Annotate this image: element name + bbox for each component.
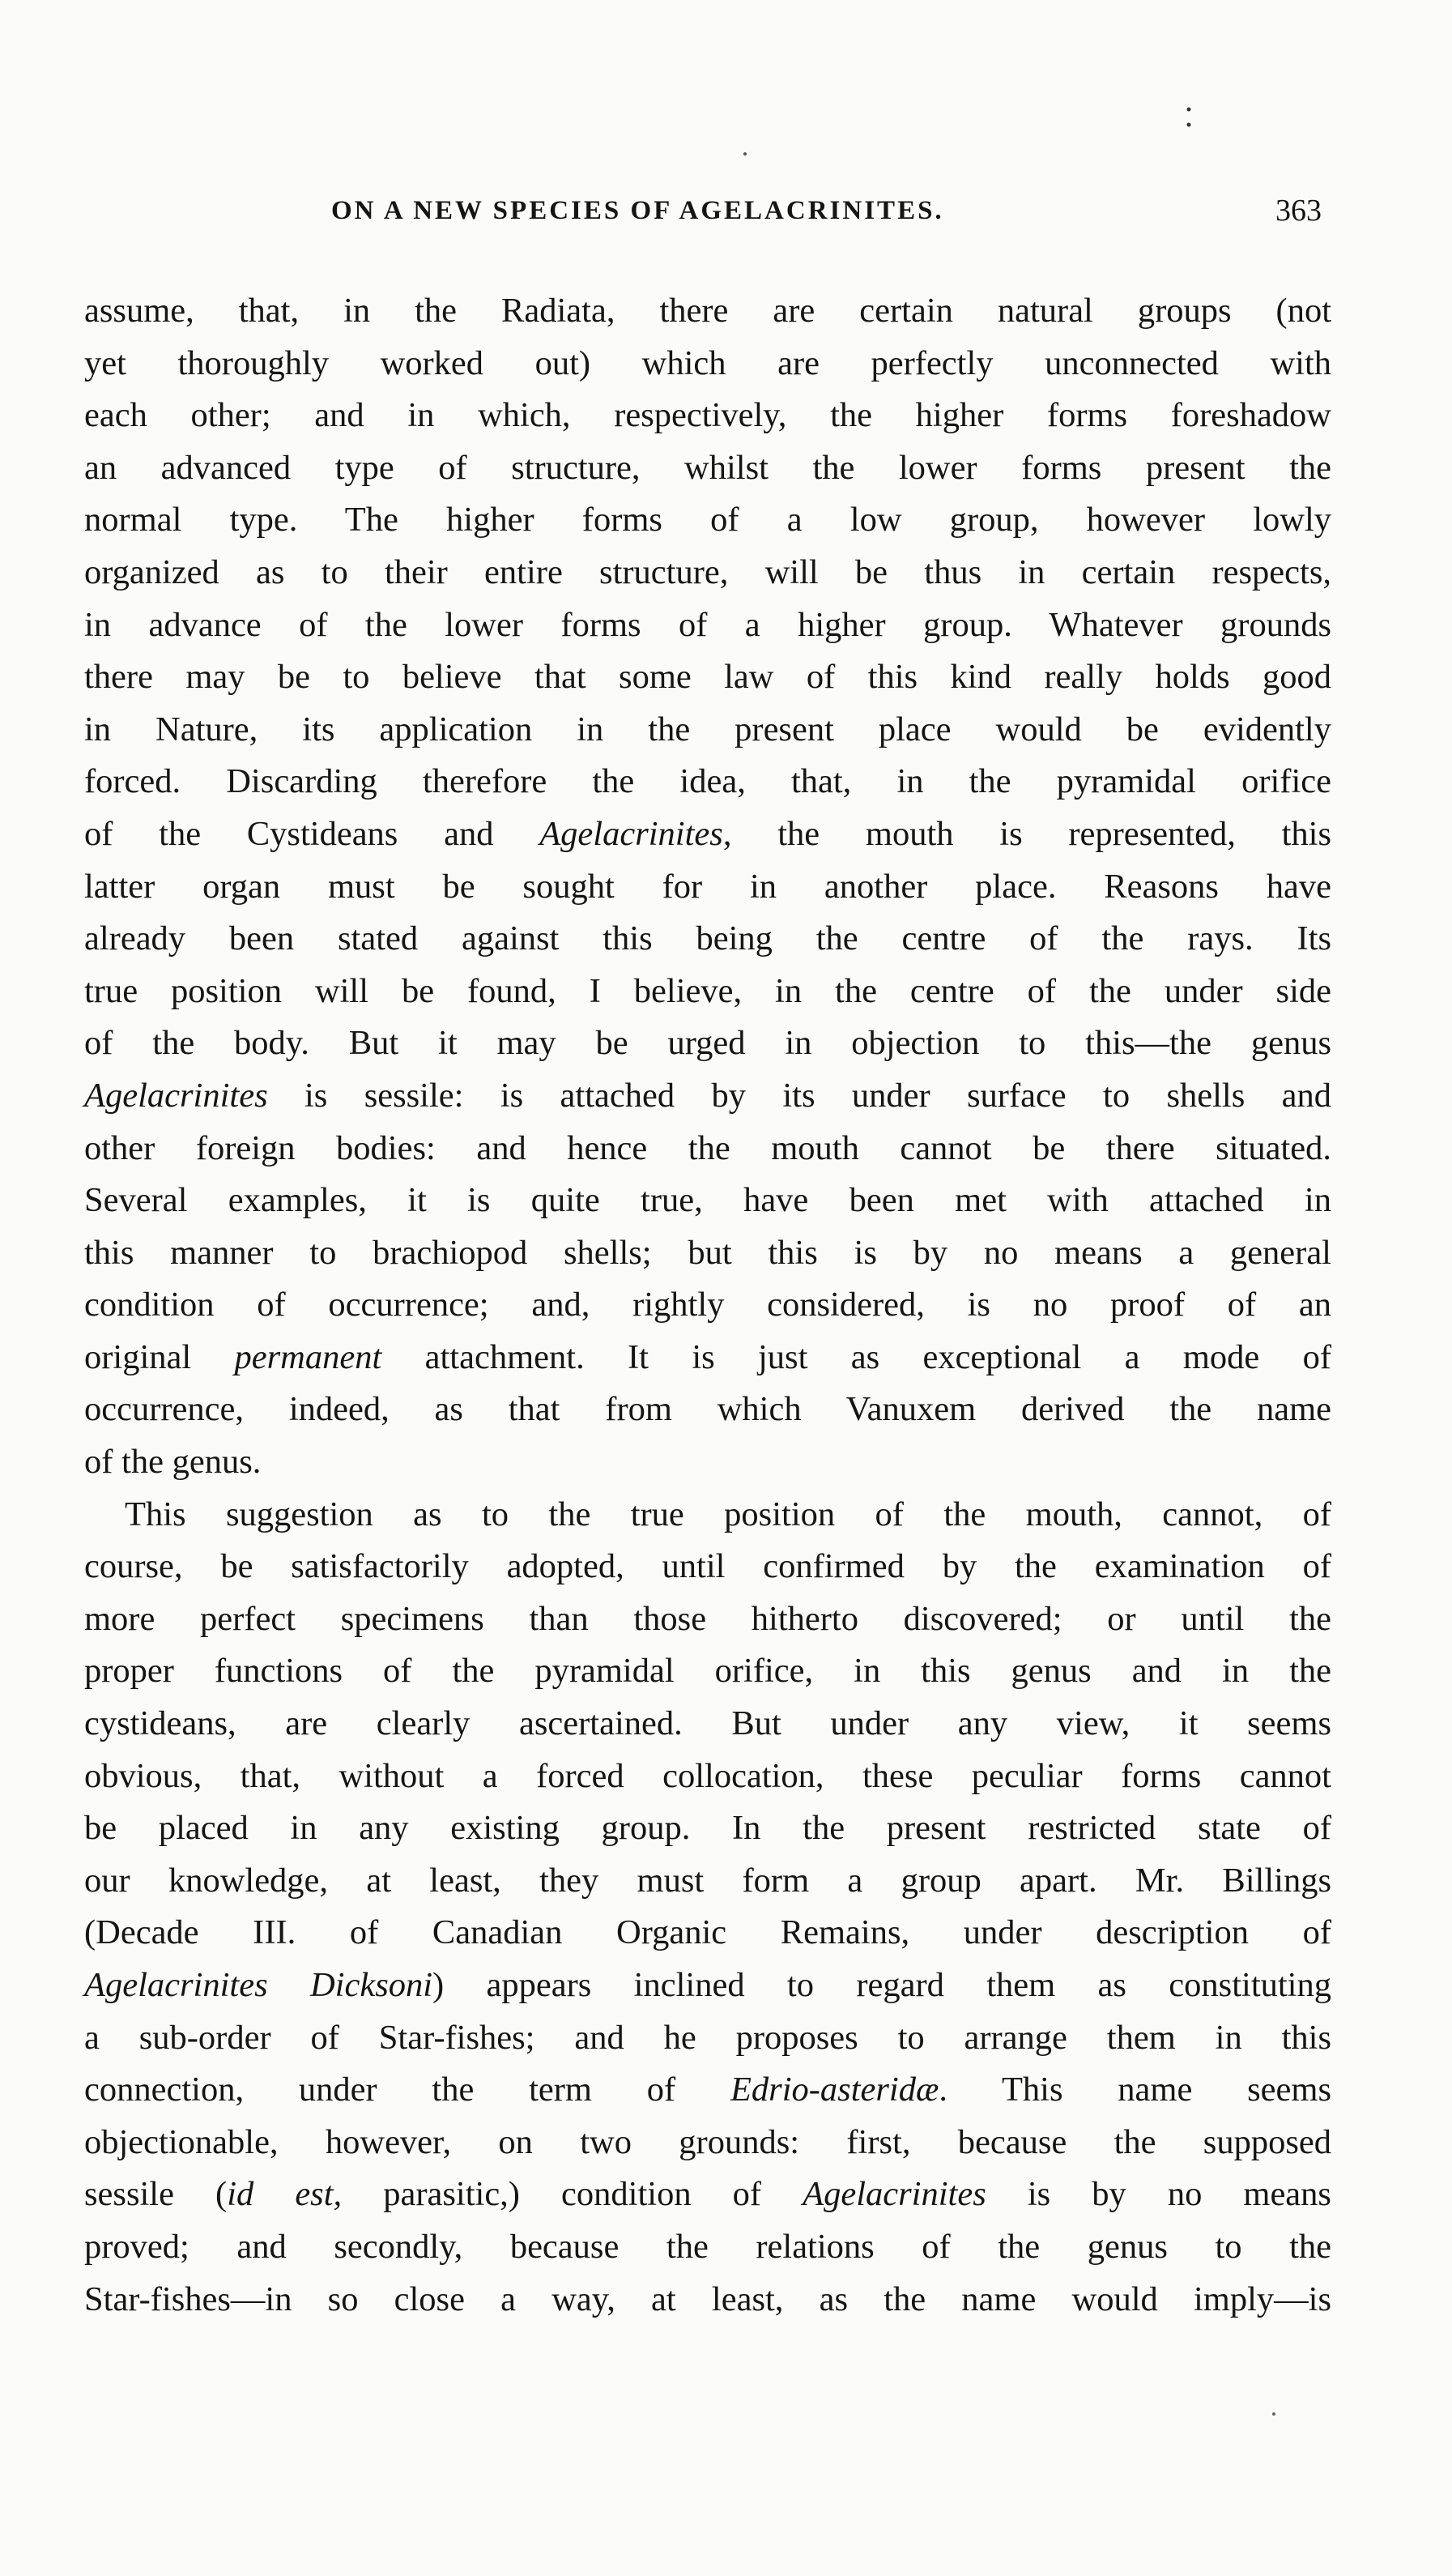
running-head: ON A NEW SPECIES OF AGELACRINITES. [331, 196, 944, 225]
text-line: objectionable, however, on two grounds: first, because the supposed [84, 2122, 1331, 2161]
page-number: 363 [1275, 194, 1322, 228]
text-line: sessile (id est, parasitic,) condition of Agelacrinites is by no means [84, 2175, 1331, 2214]
text-line: normal type. The higher forms of a low group, however lowly [84, 501, 1331, 540]
text-line: our knowledge, at least, they must form a group apart. Mr. Billings [84, 1861, 1331, 1900]
italic-term: Edrio-asteridæ [730, 2071, 939, 2109]
text-line: Star-fishes—in so close a way, at least, as the name would imply—is [84, 2280, 1331, 2318]
text-line: a sub-order of Star-fishes; and he proposes to arrange them in this [84, 2018, 1331, 2057]
text-line: in Nature, its application in the present place would be evidently [84, 710, 1331, 748]
text-line: already been stated against this being the centre of the rays. Its [84, 919, 1331, 958]
speck [743, 152, 747, 156]
text-line: connection, under the term of Edrio-asteridæ. This name seems [84, 2071, 1331, 2109]
text-line: in advance of the lower forms of a higher group. Whatever grounds [84, 605, 1331, 644]
text-line: occurrence, indeed, as that from which Vanuxem derived the name [84, 1390, 1331, 1429]
text-line: yet thoroughly worked out) which are perfectly unconnected with [84, 343, 1331, 382]
body-text [84, 285, 1331, 2326]
italic-term: Agelacrinites [803, 2175, 986, 2214]
text-line: proved; and secondly, because the relations of the genus to the [84, 2227, 1331, 2266]
text-line: original permanent attachment. It is just as exceptional a mode of [84, 1337, 1331, 1376]
text-line: other foreign bodies: and hence the mouth cannot be there situated. [84, 1128, 1331, 1167]
text-line: proper functions of the pyramidal orifice, in this genus and in the [84, 1652, 1331, 1691]
text-line: latter organ must be sought for in another place. Reasons have [84, 867, 1331, 906]
italic-term: Agelacrinites Dicksoni [84, 1966, 433, 2004]
text-line: be placed in any existing group. In the present restricted state of [84, 1809, 1331, 1848]
text-line: of the genus. [84, 1443, 262, 1482]
text-line: there may be to believe that some law of this kind really holds good [84, 658, 1331, 697]
speck [1187, 123, 1191, 127]
text-line: true position will be found, I believe, in the centre of the under side [84, 971, 1331, 1010]
text-line: organized as to their entire structure, will be thus in certain respects, [84, 552, 1331, 591]
text-line: (Decade III. of Canadian Organic Remains, under description of [84, 1913, 1331, 1952]
text-line: cystideans, are clearly ascertained. But under any view, it seems [84, 1704, 1331, 1743]
text-line: Several examples, it is quite true, have been met with attached in [84, 1181, 1331, 1220]
text-line: course, be satisfactorily adopted, until confirmed by the examination of [84, 1547, 1331, 1586]
text-line: each other; and in which, respectively, the higher forms foreshadow [84, 396, 1331, 435]
italic-term: Agelacrinites [539, 814, 723, 853]
text-line: assume, that, in the Radiata, there are certain natural groups (not [84, 292, 1331, 330]
paragraph [84, 285, 1331, 1489]
paragraph [84, 1489, 1331, 2327]
text-line: condition of occurrence; and, rightly considered, is no proof of an [84, 1286, 1331, 1324]
text-line: an advanced type of structure, whilst the lower forms present the [84, 448, 1331, 487]
speck [1272, 2412, 1275, 2416]
italic-term: id est, [227, 2175, 343, 2214]
text-line: Agelacrinites Dicksoni) appears inclined to regard them as constituting [84, 1966, 1331, 2004]
text-line: this manner to brachiopod shells; but this is by no means a general [84, 1233, 1331, 1272]
italic-term: Agelacrinites [84, 1076, 268, 1115]
text-line: of the Cystideans and Agelacrinites, the mouth is represented, this [84, 814, 1331, 853]
text-line: forced. Discarding therefore the idea, that, in the pyramidal orifice [84, 762, 1331, 801]
page-header [84, 193, 1331, 241]
speck [1187, 108, 1191, 112]
text-line: of the body. But it may be urged in objection to this—the genus [84, 1024, 1331, 1063]
italic-term: permanent [234, 1337, 382, 1376]
text-line: This suggestion as to the true position of the mouth, cannot, of [125, 1495, 1331, 1533]
text-line: more perfect specimens than those hitherto discovered; or until the [84, 1599, 1331, 1638]
text-line: Agelacrinites is sessile: is attached by its under surface to shells and [84, 1076, 1331, 1115]
text-line: obvious, that, without a forced collocation, these peculiar forms cannot [84, 1756, 1331, 1795]
